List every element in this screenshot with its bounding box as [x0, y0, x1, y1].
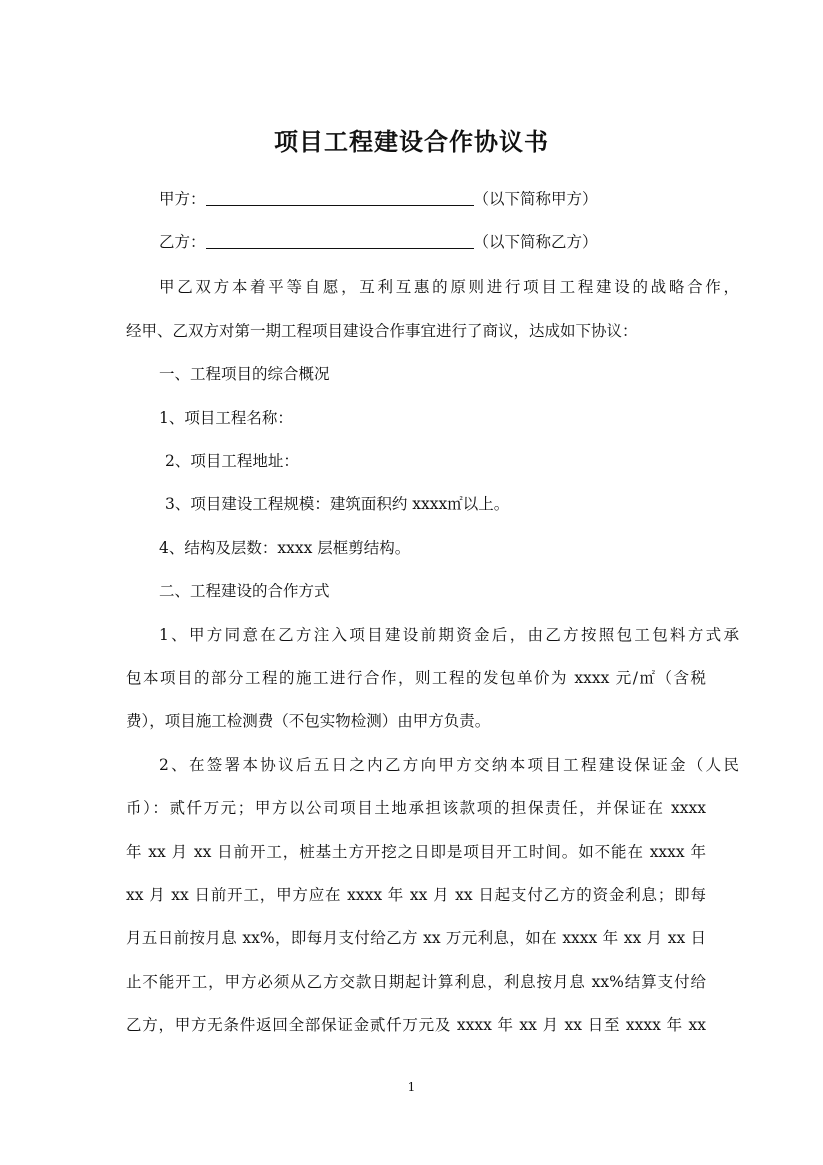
section2-para1-line-1: 1、甲方同意在乙方注入项目建设前期资金后，由乙方按照包工包料方式承 [159, 626, 739, 644]
party-b-label: 乙方： [159, 233, 206, 251]
section2-para1-line-2: 包本项目的部分工程的施工进行合作，则工程的发包单价为 xxxx 元/㎡（含税 [126, 669, 706, 687]
section2-para2-line-7: 乙方，甲方无条件返回全部保证金贰仟万元及 xxxx 年 xx 月 xx 日至 xxxx 年 xx [126, 1016, 706, 1034]
section2-heading: 二、工程建设的合作方式 [159, 582, 330, 600]
section1-item-2: 2、项目工程地址： [165, 452, 299, 470]
page-number: 1 [407, 1080, 416, 1094]
party-b-line [126, 232, 739, 252]
section2-para2-line-5: 月五日前按月息 xx%，即每月支付给乙方 xx 万元利息，如在 xxxx 年 xx 月 xx 日 [126, 929, 706, 947]
section2-para2-line-1: 2、在签署本协议后五日之内乙方向甲方交纳本项目工程建设保证金（人民 [159, 756, 739, 774]
intro-line-1: 甲乙双方本着平等自愿，互利互惠的原则进行项目工程建设的战略合作， [159, 278, 739, 296]
party-a-label: 甲方： [159, 190, 206, 208]
party-b-note: （以下简称乙方） [473, 233, 598, 251]
section1-item-4: 4、结构及层数：xxxx 层框剪结构。 [159, 539, 411, 557]
section2-para2-line-2: 币）：贰仟万元；甲方以公司项目土地承担该款项的担保责任，并保证在 xxxx [126, 799, 706, 817]
party-a-note: （以下简称甲方） [473, 190, 598, 208]
section2-para2-line-3: 年 xx 月 xx 日前开工，桩基土方开挖之日即是项目开工时间。如不能在 xxxx 年 [126, 843, 706, 861]
section2-para2-line-6: 止不能开工，甲方必须从乙方交款日期起计算利息，利息按月息 xx%结算支付给 [126, 973, 706, 991]
section1-heading: 一、工程项目的综合概况 [159, 365, 330, 383]
section2-para2-line-4: xx 月 xx 日前开工，甲方应在 xxxx 年 xx 月 xx 日起支付乙方的资金利息；即每 [126, 886, 706, 904]
party-a-line [126, 189, 739, 209]
document-title: 项目工程建设合作协议书 [274, 128, 549, 156]
section1-item-3: 3、项目建设工程规模：建筑面积约 xxxx㎡以上。 [165, 495, 510, 513]
section1-item-1: 1、项目工程名称： [159, 409, 293, 427]
party-b-blank [206, 232, 474, 249]
party-a-blank [206, 189, 474, 206]
section2-para1-line-3: 费），项目施工检测费（不包实物检测）由甲方负责。 [126, 712, 491, 730]
intro-line-2: 经甲、乙双方对第一期工程项目建设合作事宜进行了商议，达成如下协议： [126, 322, 638, 340]
